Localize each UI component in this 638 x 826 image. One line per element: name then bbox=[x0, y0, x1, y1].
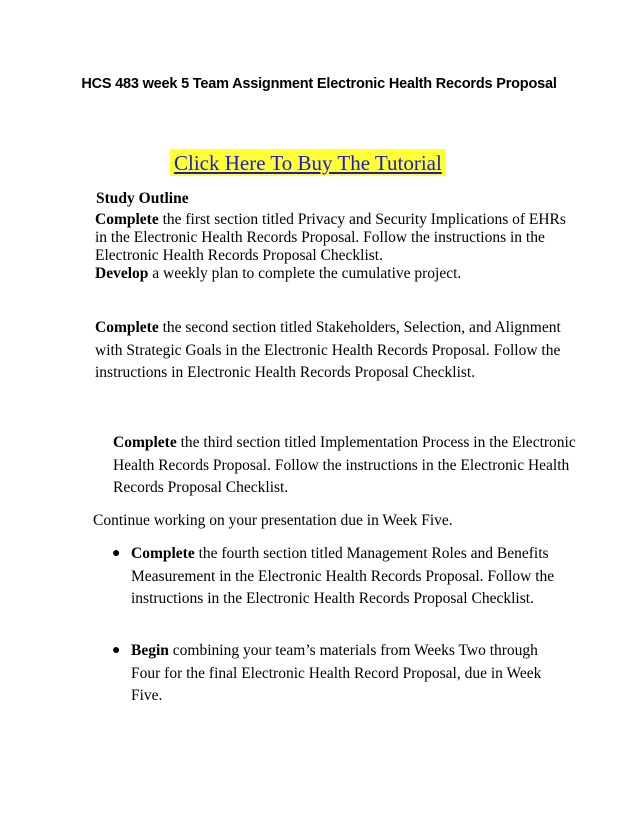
paragraph-text: a weekly plan to complete the cumulative project. bbox=[148, 265, 462, 282]
bullet-lead: Complete bbox=[131, 545, 195, 562]
paragraph-third-section bbox=[113, 432, 583, 500]
paragraph-text: the second section titled Stakeholders, Selection, and Alignment with Strategic Goals in the Electronic Health Records Proposal. Follow the instructions in Electronic Health Records Proposal Checklist. bbox=[95, 319, 561, 381]
paragraph-lead: Develop bbox=[95, 265, 149, 282]
paragraph-presentation: Continue working on your presentation due in Week Five. bbox=[93, 512, 453, 529]
bullet-text: combining your team’s materials from Weeks Two through Four for the final Electronic Health Record Proposal, due in Week Five. bbox=[131, 642, 542, 704]
paragraph-second-section bbox=[95, 317, 565, 385]
study-outline-heading: Study Outline bbox=[96, 190, 189, 207]
paragraph-lead: Complete bbox=[113, 434, 177, 451]
bullet-lead: Begin bbox=[131, 642, 169, 659]
paragraph-first-section bbox=[95, 211, 575, 283]
paragraph-lead: Complete bbox=[95, 211, 159, 228]
list-item bbox=[112, 640, 561, 708]
list-item bbox=[112, 543, 561, 611]
paragraph-text: the first section titled Privacy and Security Implications of EHRs in the Electronic Health Records Proposal. Follow the instructions in the Electronic Health Records Proposal Checklist. bbox=[95, 211, 566, 264]
paragraph-text: the third section titled Implementation Process in the Electronic Health Records Proposal. Follow the instructions in the Electronic Health Records Proposal Checklist. bbox=[113, 434, 576, 496]
bullet-icon: ● bbox=[112, 643, 121, 658]
bullet-text: the fourth section titled Management Roles and Benefits Measurement in the Electronic Health Records Proposal. Follow the instructions in the Electronic Health Records Proposal Checklist. bbox=[131, 545, 555, 607]
buy-tutorial-link[interactable]: Click Here To Buy The Tutorial bbox=[170, 149, 446, 176]
paragraph-lead: Complete bbox=[95, 319, 159, 336]
document-title: HCS 483 week 5 Team Assignment Electronic Health Records Proposal bbox=[81, 76, 557, 92]
bullet-icon: ● bbox=[112, 546, 121, 561]
